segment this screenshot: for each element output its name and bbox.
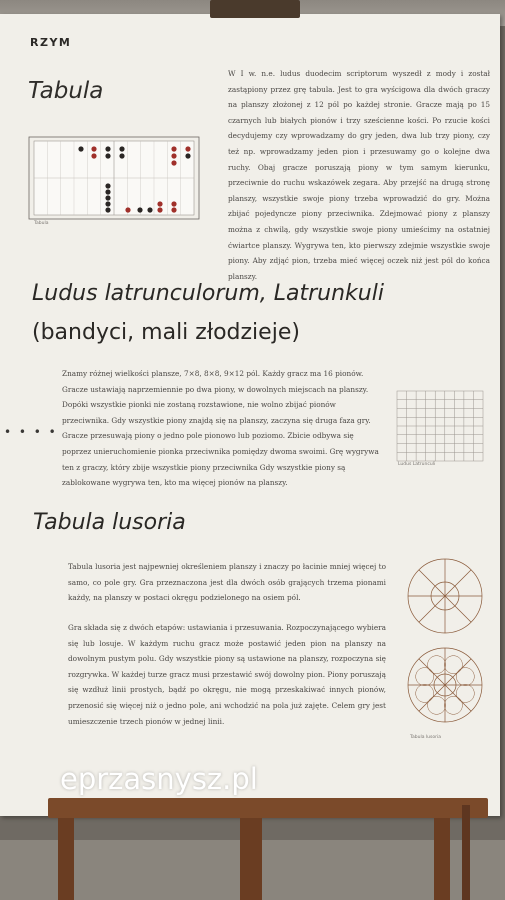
game-piece	[119, 146, 124, 151]
game-piece	[105, 146, 110, 151]
watermark: eprzasnysz.pl	[60, 762, 258, 796]
game-piece	[171, 201, 176, 206]
latrunculi-body-text: Znamy różnej wielkości plansze, 7×8, 8×8, 9×12 pól. Każdy gracz ma 16 pionów. Gracze ustawiają naprzemiennie po dwa piony, w dowolnych miejscach na planszy. Dopóki wszystkie pionki nie zostaną rozstawione, nie wolno zbijać pionów przeciwnika. Gdy wszystkie piony znajdą się na planszy, zaczyna się druga faza gry. Gracze przesuwają piony o jedno pole pionowo lub poziomo. Zbicie odbywa się poprzez unieruchomienie pionka przeciwnika pomiędzy dwoma swoimi. Grę wygrywa ten z graczy, który zbije wszystkie piony przeciwnika Gdy wszystkie piony są zablokowane wygrywa ten, kto ma więcej pionów na planszy.	[62, 369, 379, 488]
easel-leg-right	[434, 818, 450, 900]
game-piece	[91, 153, 96, 158]
game-piece	[185, 146, 190, 151]
game-piece	[137, 207, 142, 212]
game-piece	[78, 146, 83, 151]
game-piece	[125, 207, 130, 212]
game-piece	[105, 207, 110, 212]
game-piece	[119, 153, 124, 158]
tabula-body-text: W I w. n.e. ludus duodecim scriptorum wyszedł z mody i został zastąpiony przez grę tabula. Jest to gra wyścigowa dla dwóch graczy na planszy złożonej z 12 pól po każdej stronie. Gracze mają po 15 czarnych lub białych pionów i trzy sześcienne kości. Po rzucie kości decydujemy czy wprowadzamy do gry jeden, dwa lub trzy piony, czy też np. wprowadzamy jeden pion i przesuwamy go o kolejne dwa ruchy. Obaj gracze poruszają piony w tym samym kierunku, przeciwnie do ruchu wskazówek zegara. Aby przejść na drugą stronę planszy, wszystkie swoje piony trzeba wprowadzić do gry. Można zbijać pojedyncze piony przeciwnika. Zdejmować piony z planszy można z chwilą, gdy wszystkie swoje piony umieścimy na ostatniej ćwiartce planszy. Wygrywa ten, kto pierwszy zdejmie wszystkie swoje piony. Aby zdjąć pion, trzeba mieć więcej oczek niż jest pól do końca planszy.	[228, 69, 490, 281]
game-piece	[91, 146, 96, 151]
board-clip	[210, 0, 300, 18]
lusoria-circle-board-2	[406, 646, 484, 724]
latrunculi-image-caption: Ludus Latrunculi	[398, 462, 436, 467]
board-ring	[416, 684, 434, 702]
board-ring	[456, 684, 474, 702]
tabula-board-illustration	[28, 136, 200, 220]
game-piece	[105, 201, 110, 206]
board-ring	[428, 696, 446, 714]
board-ring	[416, 668, 434, 686]
lusoria-paragraph-2: Gra składa się z dwóch etapów: ustawiania i przesuwania. Rozpoczynającego wybiera się lub losuje. W każdym ruchu gracz może postawić jeden pion na planszy na dowolnym pustym polu. Gdy wszystkie piony są ustawione na planszy, rozpoczyna się rozgrywka. W każdej turze gracz musi przestawić swój dowolny pion. Piony poruszają się wzdłuż linii prostych, bądź po okręgu, nie mogą przeskakiwać innych pionów, przenosić się więcej niż o jedno pole, ani wchodzić na pola już zajęte. Celem gry jest umieszczenie trzech pionów w jednej linii.	[68, 623, 386, 726]
section-label: RZYM	[30, 36, 72, 49]
tabula-image-caption: Tabula	[34, 221, 49, 226]
board-ring	[444, 656, 462, 674]
board-ring	[444, 696, 462, 714]
lusoria-paragraph-1: Tabula lusoria jest najpewniej określeniem planszy i znaczy po łacinie mniej więcej to samo, co pole gry. Gra przeznaczona jest dla dwóch osób grających trzema pionami każdy, na planszy w postaci okręgu podzielonego na osiem pól.	[68, 562, 386, 603]
easel-leg-left	[58, 818, 74, 900]
side-dots: • • • •	[4, 425, 58, 439]
game-piece	[171, 146, 176, 151]
game-piece	[157, 207, 162, 212]
tabula-heading: Tabula	[28, 78, 104, 104]
easel-leg-center	[240, 818, 262, 900]
game-piece	[105, 195, 110, 200]
easel-leg-far-right	[462, 805, 470, 900]
latrunculi-grid-illustration	[396, 390, 484, 462]
lusoria-image-caption: Tabula lusoria	[410, 735, 441, 740]
board-ring	[456, 668, 474, 686]
game-piece	[157, 201, 162, 206]
game-piece	[171, 153, 176, 158]
latrunculi-heading-line1: Ludus latrunculorum, Latrunkuli	[32, 281, 384, 306]
game-piece	[185, 153, 190, 158]
board-ring	[428, 656, 446, 674]
easel-bar	[48, 798, 488, 818]
lusoria-circle-board-1	[406, 557, 484, 635]
game-piece	[171, 207, 176, 212]
game-piece	[105, 153, 110, 158]
game-piece	[105, 183, 110, 188]
latrunculi-heading-line2: (bandyci, mali złodzieje)	[32, 320, 300, 345]
game-piece	[171, 160, 176, 165]
game-piece	[105, 189, 110, 194]
game-piece	[147, 207, 152, 212]
lusoria-heading: Tabula lusoria	[33, 510, 186, 535]
